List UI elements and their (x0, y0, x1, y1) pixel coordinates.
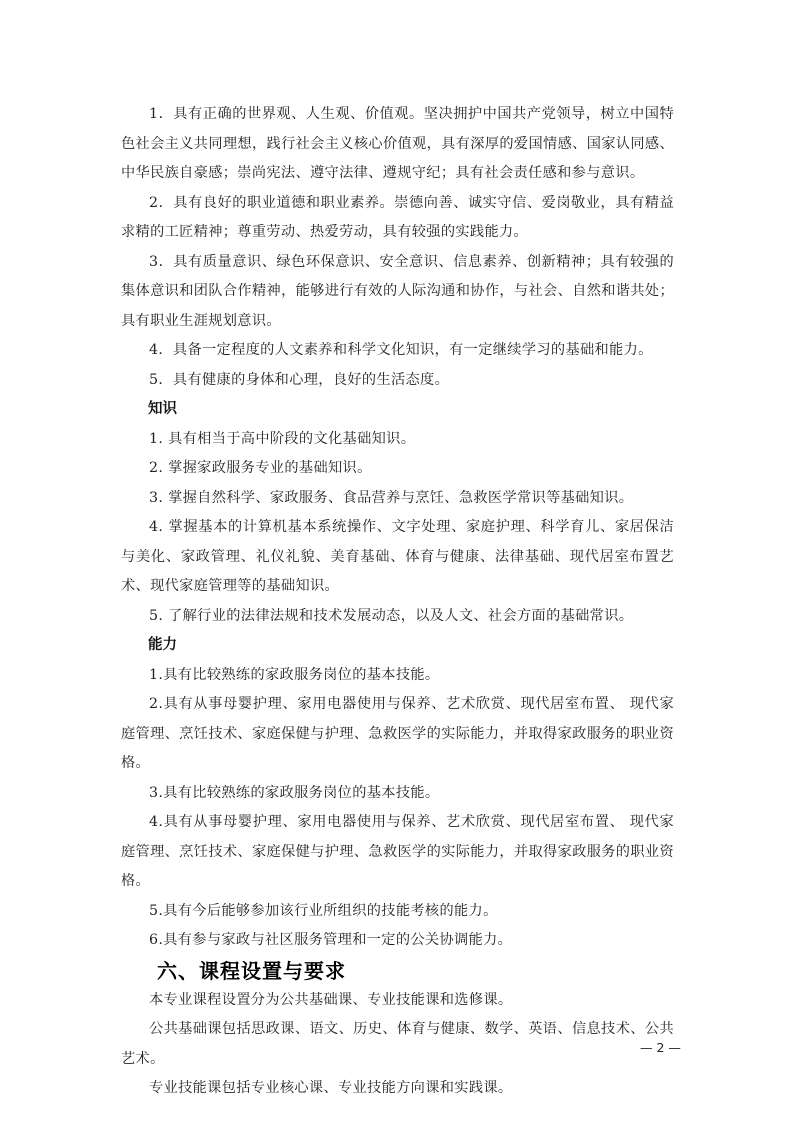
knowledge-heading: 知识 (148, 401, 177, 417)
section-6-paragraph-3: 专业技能课包括专业核心课、专业技能方向课和实践课。 (149, 1080, 513, 1096)
knowledge-item-4: 4. 掌握基本的计算机基本系统操作、文字处理、家庭护理、科学育儿、家居保洁与美化、家政管理、礼仪礼貌、美育基础、体育与健康、法律基础、现代居室布置艺术、现代家庭管理等的基础知识。 (121, 519, 674, 594)
section-6-paragraph-2: 公共基础课包括思政课、语文、历史、体育与健康、数学、英语、信息技术、公共艺术。 (121, 1021, 674, 1067)
ability-item-3: 3.具有比较熟练的家政服务岗位的基本技能。 (149, 784, 440, 801)
page-number: — 2 — (640, 1040, 681, 1055)
section-6-heading: 六、课程设置与要求 (157, 958, 346, 983)
knowledge-item-1: 1. 具有相当于高中阶段的文化基础知识。 (149, 430, 416, 447)
knowledge-item-3: 3. 掌握自然科学、家政服务、食品营养与烹饪、急救医学常识等基础知识。 (149, 489, 634, 506)
ability-item-4: 4.具有从事母婴护理、家用电器使用与保养、艺术欣赏、现代居室布置、 现代家庭管理、烹饪技术、家庭保健与护理、急救医学的实际能力，并取得家政服务的职业资格。 (121, 814, 674, 889)
quality-item-5: 5．具有健康的身体和心理，良好的生活态度。 (149, 371, 450, 388)
quality-item-2: 2．具有良好的职业道德和职业素养。崇德向善、诚实守信、爱岗敬业，具有精益求精的工匠精神；尊重劳动、热爱劳动，具有较强的实践能力。 (121, 194, 674, 240)
quality-item-1: 1．具有正确的世界观、人生观、价值观。坚决拥护中国共产党领导，树立中国特色社会主义共同理想，践行社会主义核心价值观，具有深厚的爱国情感、国家认同感、中华民族自豪感；崇尚宪法、遵守法律、遵规守纪；具有社会责任感和参与意识。 (121, 106, 674, 181)
ability-item-5: 5.具有今后能够参加该行业所组织的技能考核的能力。 (149, 902, 498, 919)
ability-item-1: 1.具有比较熟练的家政服务岗位的基本技能。 (149, 666, 440, 683)
knowledge-item-5: 5. 了解行业的法律法规和技术发展动态，以及人文、社会方面的基础常识。 (149, 607, 634, 624)
ability-item-2: 2.具有从事母婴护理、家用电器使用与保养、艺术欣赏、现代居室布置、 现代家庭管理、烹饪技术、家庭保健与护理、急救医学的实际能力，并取得家政服务的职业资格。 (121, 696, 674, 771)
ability-heading: 能力 (148, 637, 177, 653)
knowledge-item-2: 2. 掌握家政服务专业的基础知识。 (149, 460, 372, 476)
section-6-paragraph-1: 本专业课程设置分为公共基础课、专业技能课和选修课。 (149, 991, 513, 1008)
page-content (121, 100, 674, 1104)
ability-item-6: 6.具有参与家政与社区服务管理和一定的公关协调能力。 (149, 932, 513, 948)
quality-item-4: 4．具备一定程度的人文素养和科学文化知识，有一定继续学习的基础和能力。 (149, 342, 653, 358)
quality-item-3: 3．具有质量意识、绿色环保意识、安全意识、信息素养、创新精神；具有较强的集体意识和团队合作精神，能够进行有效的人际沟通和协作，与社会、自然和谐共处；具有职业生涯规划意识。 (121, 253, 674, 329)
